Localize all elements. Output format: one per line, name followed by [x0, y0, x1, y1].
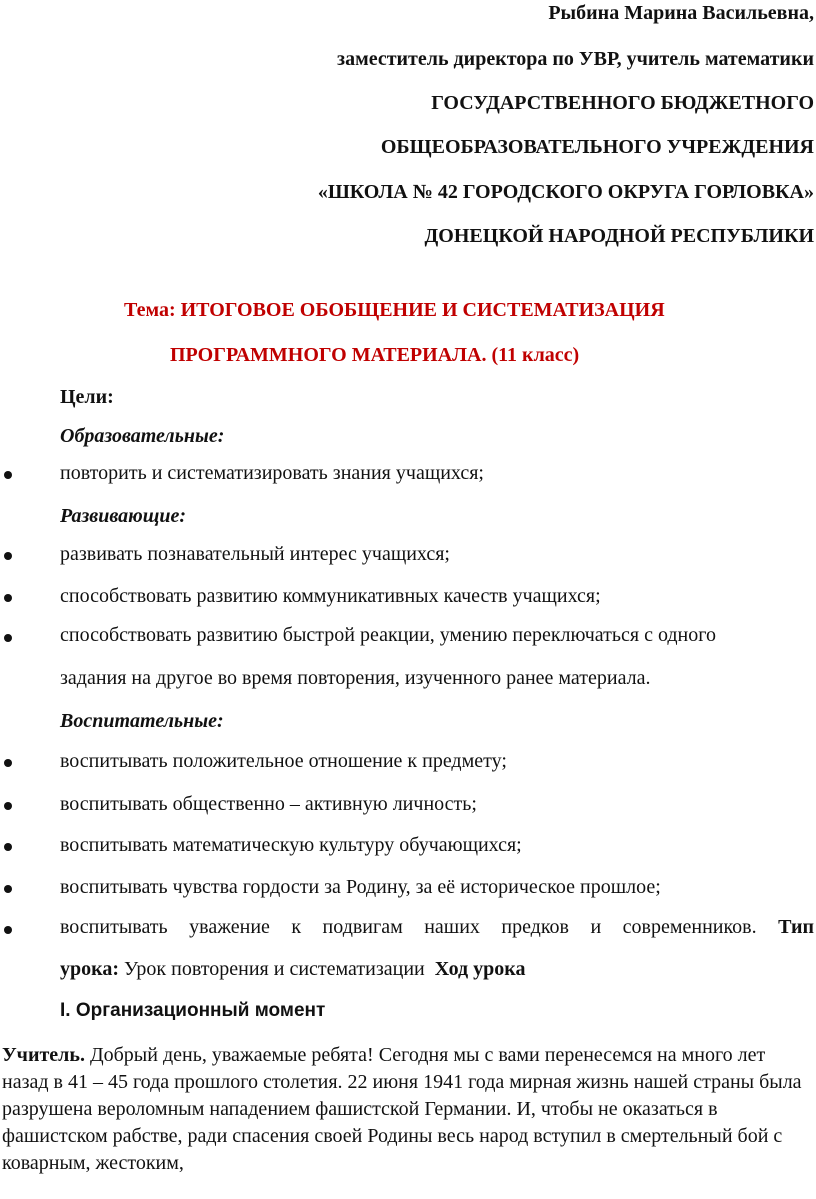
developmental-item: способствовать развитию коммуникативных качеств учащихся; [60, 585, 601, 607]
lesson-type-label-a: Тип [778, 916, 814, 938]
section-organizational-moment: I. Организационный момент [60, 1000, 326, 1021]
bullet-icon [4, 926, 12, 934]
educational-item: повторить и систематизировать знания учащихся; [60, 462, 484, 484]
organization-line-3: «ШКОЛА № 42 ГОРОДСКОГО ОКРУГА ГОРЛОВКА» [317, 181, 814, 203]
upbringing-item: воспитывать чувства гордости за Родину, за её историческое прошлое; [60, 876, 661, 898]
organization-line-2: ОБЩЕОБРАЗОВАТЕЛЬНОГО УЧРЕЖДЕНИЯ [380, 136, 814, 158]
topic-title-line-1: Тема: ИТОГОВОЕ ОБОБЩЕНИЕ И СИСТЕМАТИЗАЦИЯ [124, 299, 665, 321]
author-position: заместитель директора по УВР, учитель математики [337, 48, 814, 70]
goals-heading: Цели: [60, 386, 114, 408]
upbringing-item-last [60, 916, 814, 939]
bullet-icon [4, 759, 12, 767]
upbringing-heading: Воспитательные: [60, 710, 224, 732]
upbringing-item: воспитывать общественно – активную личность; [60, 793, 477, 815]
upbringing-item: воспитывать математическую культуру обучающихся; [60, 834, 522, 856]
teacher-text: Добрый день, уважаемые ребята! Сегодня мы с вами перенесемся на много лет назад в 41 – 45 года прошлого столетия. 22 июня 1941 года мирная жизнь нашей страны была разрушена вероломным нападением фашистской Германии. И, чтобы не оказаться в фашистском рабстве, ради спасения своей Родины весь народ вступил в смертельный бой с коварным, жестоким, [2, 1044, 802, 1174]
teacher-label: Учитель. [2, 1044, 85, 1066]
developmental-heading: Развивающие: [60, 505, 187, 527]
lesson-course-label: Ход урока [434, 958, 526, 980]
lesson-type-line [60, 958, 525, 981]
bullet-icon [4, 634, 12, 642]
developmental-item: развивать познавательный интерес учащихся; [60, 543, 450, 565]
upbringing-item: воспитывать положительное отношение к предмету; [60, 750, 507, 772]
bullet-icon [4, 594, 12, 602]
bullet-icon [4, 843, 12, 851]
bullet-icon [4, 802, 12, 810]
bullet-icon [4, 885, 12, 893]
author-name: Рыбина Марина Васильевна, [548, 2, 814, 24]
bullet-icon [4, 471, 12, 479]
organization-line-4: ДОНЕЦКОЙ НАРОДНОЙ РЕСПУБЛИКИ [424, 225, 814, 247]
developmental-item-continuation: задания на другое во время повторения, изученного ранее материала. [60, 667, 651, 689]
upbringing-item-text: воспитывать уважение к подвигам наших предков и современников. [60, 916, 757, 938]
lesson-type-value: Урок повторения и систематизации [124, 958, 425, 980]
organization-line-1: ГОСУДАРСТВЕННОГО БЮДЖЕТНОГО [431, 92, 814, 114]
bullet-icon [4, 552, 12, 560]
educational-heading: Образовательные: [60, 425, 225, 447]
topic-title-line-2: ПРОГРАММНОГО МАТЕРИАЛА. (11 класс) [170, 344, 580, 366]
teacher-paragraph [2, 1042, 814, 1177]
lesson-type-label-b: урока: [60, 958, 120, 980]
developmental-item: способствовать развитию быстрой реакции, умению переключаться с одного [60, 624, 716, 646]
